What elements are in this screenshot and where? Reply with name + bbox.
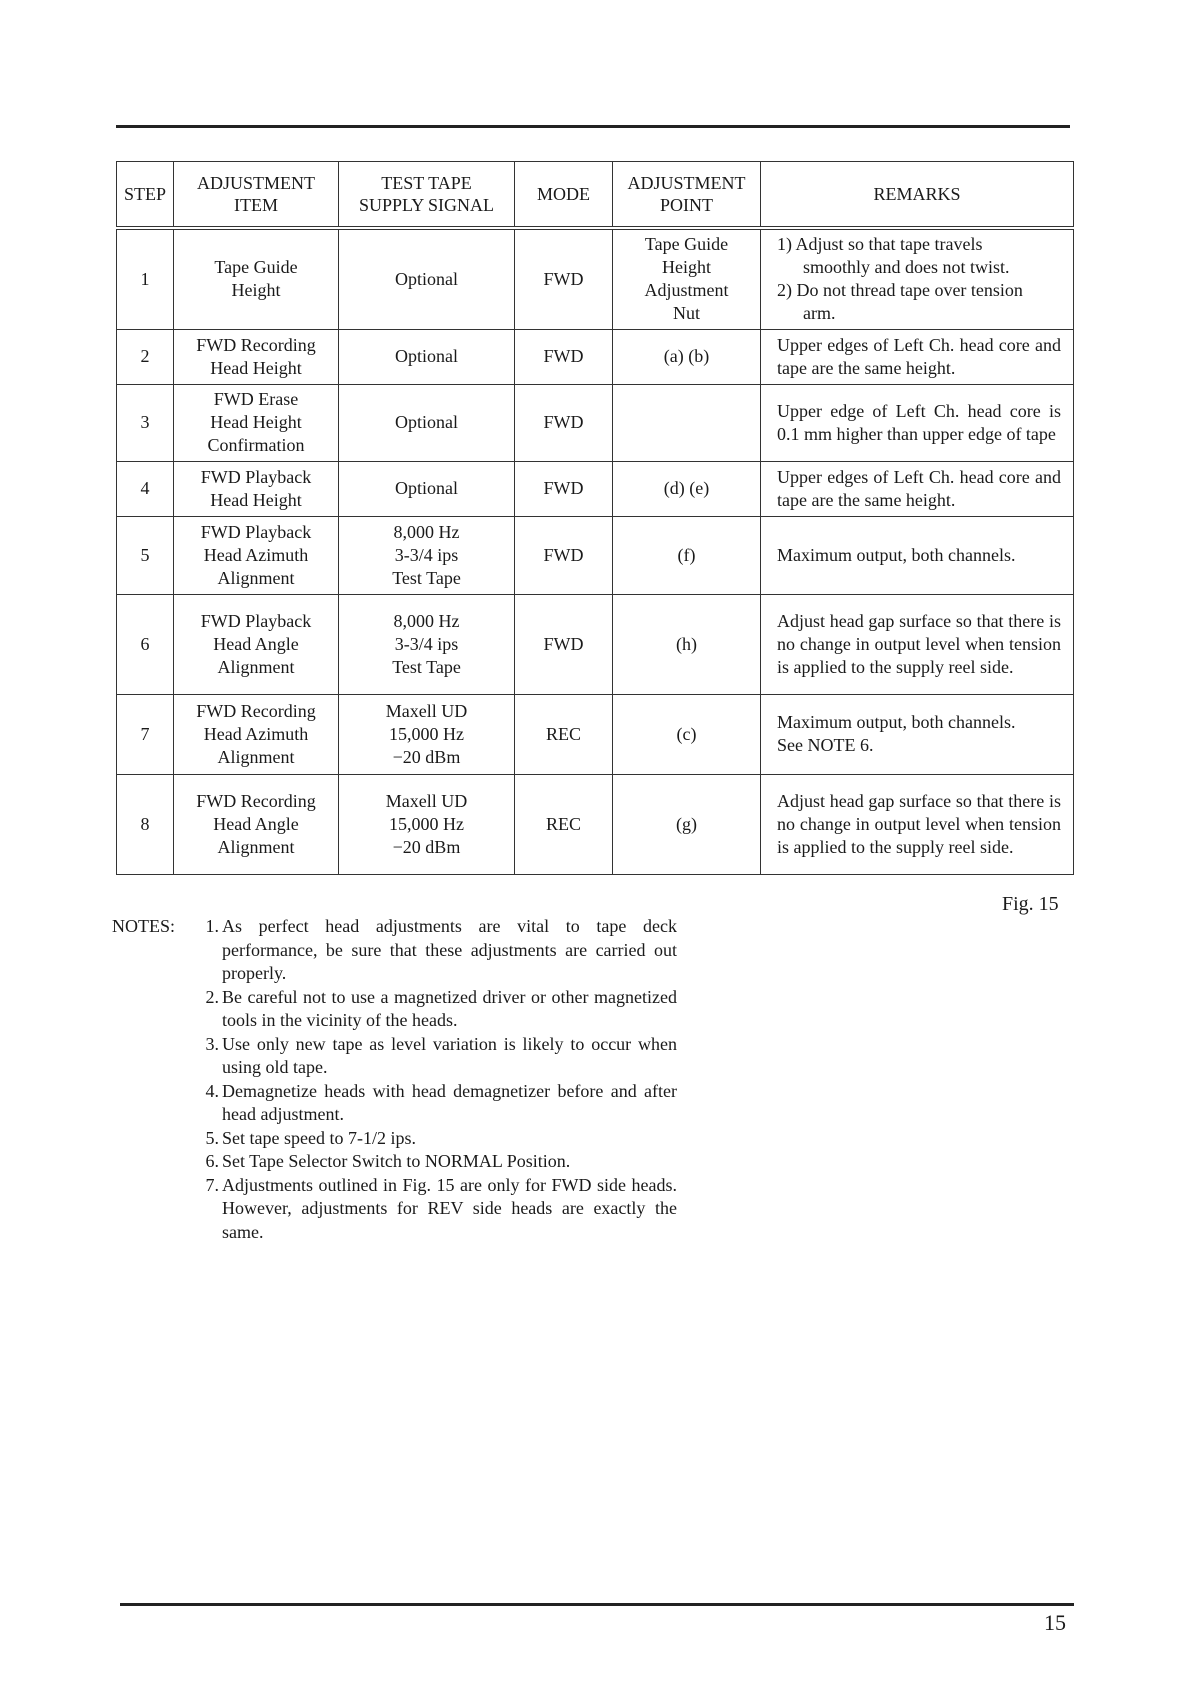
step-cell: 2	[117, 329, 174, 384]
item-cell: FWD Playback Head Angle Alignment	[174, 594, 339, 694]
top-rule	[116, 125, 1070, 128]
figure-label: Fig. 15	[1002, 893, 1059, 915]
signal-cell: Optional	[339, 384, 515, 461]
signal-cell: Optional	[339, 461, 515, 516]
remark-item	[777, 233, 1061, 279]
point-cell: (g)	[613, 774, 761, 874]
note-item	[183, 1033, 677, 1080]
note-text: Set Tape Selector Switch to NORMAL Position.	[222, 1151, 571, 1171]
note-number: 6.	[205, 1151, 219, 1171]
note-item	[183, 1174, 677, 1245]
notes-lead: NOTES:	[112, 916, 175, 936]
remarks-cell: Adjust head gap surface so that there is no change in output level when tension is applied to the supply reel side.	[761, 594, 1074, 694]
mode-cell: REC	[515, 694, 613, 774]
note-text: Set tape speed to 7-1/2 ips.	[222, 1127, 416, 1148]
item-cell: FWD Recording Head Angle Alignment	[174, 774, 339, 874]
note-number: 5.	[205, 1127, 219, 1148]
header-test-tape-supply-signal: TEST TAPE SUPPLY SIGNAL	[339, 162, 515, 229]
signal-cell: 8,000 Hz 3-3/4 ips Test Tape	[339, 516, 515, 594]
mode-cell: REC	[515, 774, 613, 874]
point-cell: (h)	[613, 594, 761, 694]
mode-cell: FWD	[515, 228, 613, 329]
note-text: Adjustments outlined in Fig. 15 are only for FWD side heads. However, adjustments for REV side heads are exactly the same.	[222, 1174, 677, 1242]
note-text: Demagnetize heads with head demagnetizer before and after head adjustment.	[222, 1080, 677, 1124]
item-cell: FWD Recording Head Azimuth Alignment	[174, 694, 339, 774]
step-cell: 3	[117, 384, 174, 461]
signal-cell: 8,000 Hz 3-3/4 ips Test Tape	[339, 594, 515, 694]
signal-cell: Optional	[339, 329, 515, 384]
bottom-rule	[120, 1603, 1074, 1606]
table-row	[117, 774, 1074, 874]
note-text: As perfect head adjustments are vital to tape deck performance, be sure that these adjustments are carried out properly.	[222, 916, 677, 983]
step-cell: 1	[117, 228, 174, 329]
item-cell: FWD Recording Head Height	[174, 329, 339, 384]
table-row	[117, 461, 1074, 516]
signal-cell: Maxell UD 15,000 Hz −20 dBm	[339, 694, 515, 774]
mode-cell: FWD	[515, 461, 613, 516]
note-item	[183, 1127, 677, 1151]
adjustment-table	[116, 161, 1074, 875]
point-cell: Tape Guide Height Adjustment Nut	[613, 228, 761, 329]
remark-text-cont: smoothly and does not twist.	[803, 257, 1010, 278]
remarks-cell: Upper edges of Left Ch. head core and tape are the same height.	[761, 461, 1074, 516]
mode-cell: FWD	[515, 384, 613, 461]
remark-text: 2) Do not thread tape over tension	[777, 280, 1023, 301]
header-adjustment-point: ADJUSTMENT POINT	[613, 162, 761, 229]
remarks-cell: Maximum output, both channels.	[761, 516, 1074, 594]
note-item	[183, 1150, 677, 1174]
mode-cell: FWD	[515, 329, 613, 384]
signal-cell: Maxell UD 15,000 Hz −20 dBm	[339, 774, 515, 874]
table-row	[117, 516, 1074, 594]
point-cell	[613, 384, 761, 461]
point-cell: (a) (b)	[613, 329, 761, 384]
note-item	[183, 915, 677, 986]
item-cell: FWD Playback Head Azimuth Alignment	[174, 516, 339, 594]
notes-list	[183, 915, 681, 1244]
note-number: 7.	[205, 1174, 219, 1195]
mode-cell: FWD	[515, 594, 613, 694]
note-number: 2.	[205, 986, 219, 1007]
step-cell: 5	[117, 516, 174, 594]
remarks-cell: Adjust head gap surface so that there is no change in output level when tension is applied to the supply reel side.	[761, 774, 1074, 874]
page-number: 15	[1044, 1610, 1066, 1635]
remark-item	[777, 279, 1061, 325]
note-text: Use only new tape as level variation is likely to occur when using old tape.	[222, 1033, 677, 1077]
point-cell: (f)	[613, 516, 761, 594]
point-cell: (c)	[613, 694, 761, 774]
remarks-cell: Upper edge of Left Ch. head core is 0.1 mm higher than upper edge of tape	[761, 384, 1074, 461]
table-row	[117, 228, 1074, 329]
note-text: Be careful not to use a magnetized driver or other magnetized tools in the vicinity of the heads.	[222, 986, 677, 1030]
table-row	[117, 329, 1074, 384]
header-mode: MODE	[515, 162, 613, 229]
signal-cell: Optional	[339, 228, 515, 329]
step-cell: 6	[117, 594, 174, 694]
item-cell: Tape Guide Height	[174, 228, 339, 329]
header-adjustment-item: ADJUSTMENT ITEM	[174, 162, 339, 229]
mode-cell: FWD	[515, 516, 613, 594]
note-number: 4.	[205, 1080, 219, 1101]
note-item	[183, 1080, 677, 1127]
note-number: 1.	[205, 916, 219, 936]
table-header-row	[117, 162, 1074, 229]
table-row	[117, 694, 1074, 774]
header-step: STEP	[117, 162, 174, 229]
point-cell: (d) (e)	[613, 461, 761, 516]
step-cell: 8	[117, 774, 174, 874]
table-row	[117, 384, 1074, 461]
remark-text-cont: arm.	[803, 303, 836, 324]
note-number: 3.	[205, 1033, 219, 1054]
table-row	[117, 594, 1074, 694]
step-cell: 4	[117, 461, 174, 516]
step-cell: 7	[117, 694, 174, 774]
item-cell: FWD Playback Head Height	[174, 461, 339, 516]
remarks-list	[777, 233, 1061, 325]
remark-text: 1) Adjust so that tape travels	[777, 234, 983, 255]
remarks-cell: Maximum output, both channels. See NOTE 6.	[761, 694, 1074, 774]
remarks-cell	[761, 228, 1074, 329]
note-item	[183, 986, 677, 1033]
item-cell: FWD Erase Head Height Confirmation	[174, 384, 339, 461]
header-remarks: REMARKS	[761, 162, 1074, 229]
remarks-cell: Upper edges of Left Ch. head core and tape are the same height.	[761, 329, 1074, 384]
